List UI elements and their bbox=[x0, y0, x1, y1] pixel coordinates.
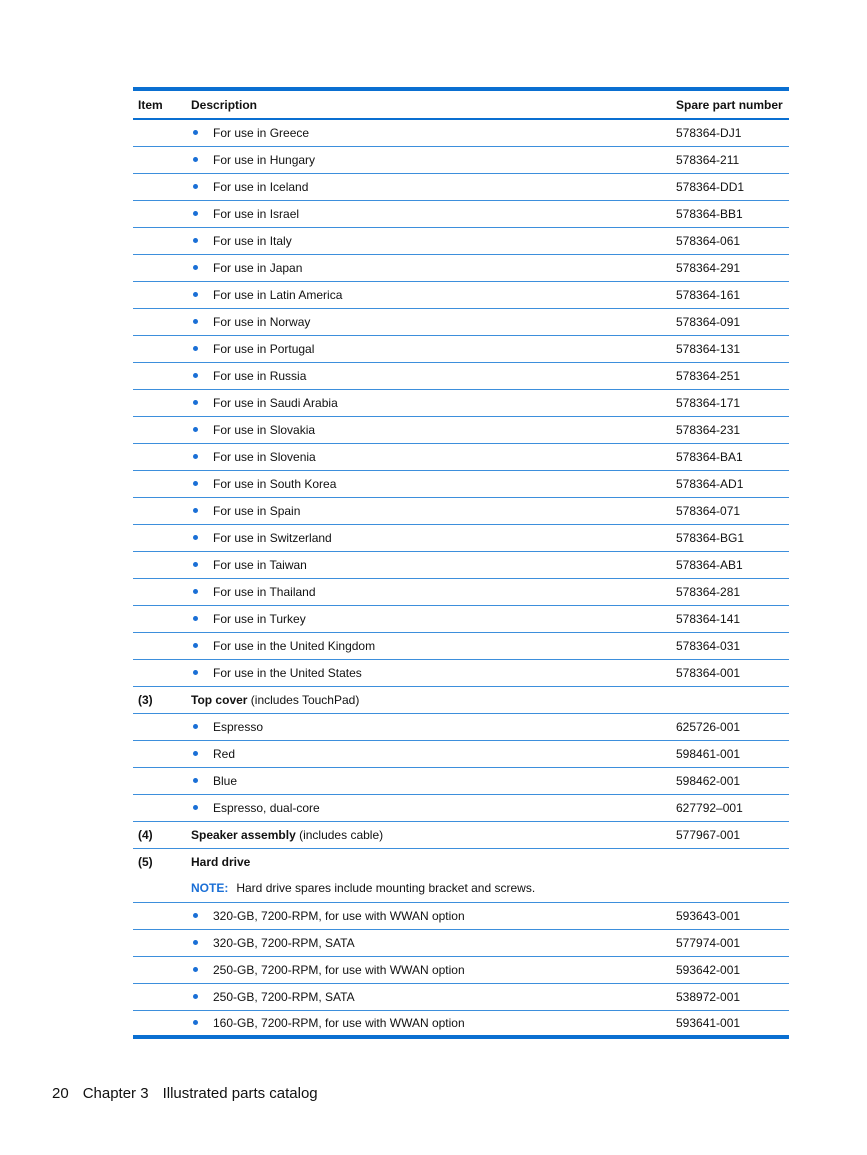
description-text: For use in Saudi Arabia bbox=[213, 395, 338, 410]
description-text: For use in Slovakia bbox=[213, 422, 316, 437]
spare-part-number bbox=[671, 686, 789, 713]
description-text: For use in South Korea bbox=[213, 476, 337, 491]
header-row bbox=[133, 89, 789, 119]
bullet-item bbox=[191, 801, 320, 815]
table-row bbox=[133, 470, 789, 497]
bullet-icon bbox=[193, 1020, 198, 1025]
table-row bbox=[133, 956, 789, 983]
bullet-icon bbox=[193, 589, 198, 594]
table-row bbox=[133, 551, 789, 578]
bullet-icon bbox=[193, 508, 198, 513]
spare-part-number: 578364-161 bbox=[671, 281, 789, 308]
description-cell bbox=[186, 551, 671, 578]
bullet-icon bbox=[193, 265, 198, 270]
description-cell bbox=[186, 983, 671, 1010]
component-name: Hard drive bbox=[191, 854, 251, 869]
description-cell bbox=[186, 713, 671, 740]
spare-part-number: 578364-001 bbox=[671, 659, 789, 686]
item-cell bbox=[133, 524, 186, 551]
bullet-item bbox=[191, 369, 306, 383]
bullet-item bbox=[191, 1016, 465, 1030]
item-cell bbox=[133, 227, 186, 254]
spare-part-number: 593641-001 bbox=[671, 1010, 789, 1037]
description-cell bbox=[186, 119, 671, 146]
spare-parts-table bbox=[133, 87, 789, 1039]
table-row bbox=[133, 173, 789, 200]
spare-part-number: 578364-031 bbox=[671, 632, 789, 659]
item-cell bbox=[133, 659, 186, 686]
table-row bbox=[133, 1010, 789, 1037]
bullet-item bbox=[191, 126, 309, 140]
page-footer bbox=[52, 1085, 332, 1102]
bullet-item bbox=[191, 315, 310, 329]
bullet-item bbox=[191, 477, 336, 491]
description-text: 250-GB, 7200-RPM, for use with WWAN option bbox=[213, 962, 465, 977]
spare-part-number: 578364-BB1 bbox=[671, 200, 789, 227]
description-text: For use in Italy bbox=[213, 233, 292, 248]
item-cell bbox=[133, 956, 186, 983]
description-text: For use in Greece bbox=[213, 125, 310, 140]
description-cell bbox=[186, 740, 671, 767]
bullet-item bbox=[191, 963, 465, 977]
spare-part-number: 578364-291 bbox=[671, 254, 789, 281]
table-body bbox=[133, 119, 789, 1037]
table-row bbox=[133, 848, 789, 875]
note-label: NOTE: bbox=[191, 881, 229, 896]
item-cell bbox=[133, 173, 186, 200]
bullet-item bbox=[191, 585, 316, 599]
item-cell bbox=[133, 200, 186, 227]
bullet-icon bbox=[193, 940, 198, 945]
bullet-item bbox=[191, 180, 308, 194]
item-cell bbox=[133, 713, 186, 740]
bullet-icon bbox=[193, 130, 198, 135]
description-text: For use in the United States bbox=[213, 665, 362, 680]
item-cell bbox=[133, 578, 186, 605]
spare-part-number: 578364-DD1 bbox=[671, 173, 789, 200]
description-cell bbox=[186, 686, 671, 713]
bullet-icon bbox=[193, 427, 198, 432]
spare-part-number: 578364-AB1 bbox=[671, 551, 789, 578]
description-cell bbox=[186, 443, 671, 470]
table-row bbox=[133, 227, 789, 254]
bullet-icon bbox=[193, 157, 198, 162]
bullet-item bbox=[191, 990, 355, 1004]
item-cell bbox=[133, 929, 186, 956]
description-text: For use in Hungary bbox=[213, 152, 316, 167]
item-cell bbox=[133, 875, 186, 902]
description-text: For use in Slovenia bbox=[213, 449, 316, 464]
description-text: For use in Turkey bbox=[213, 611, 306, 626]
bullet-item bbox=[191, 234, 292, 248]
item-cell bbox=[133, 794, 186, 821]
bullet-icon bbox=[193, 913, 198, 918]
description-text: For use in Latin America bbox=[213, 287, 343, 302]
item-cell bbox=[133, 605, 186, 632]
bullet-item bbox=[191, 261, 302, 275]
item-cell bbox=[133, 983, 186, 1010]
spare-part-number: 578364-171 bbox=[671, 389, 789, 416]
component-name: Speaker assembly bbox=[191, 827, 296, 842]
bullet-item bbox=[191, 504, 300, 518]
table-row bbox=[133, 497, 789, 524]
description-cell bbox=[186, 902, 671, 929]
spare-part-number: 578364-BG1 bbox=[671, 524, 789, 551]
item-cell bbox=[133, 767, 186, 794]
description-cell bbox=[186, 362, 671, 389]
item-number: (4) bbox=[133, 821, 186, 848]
bullet-icon bbox=[193, 616, 198, 621]
bullet-item bbox=[191, 720, 263, 734]
bullet-item bbox=[191, 396, 338, 410]
description-cell bbox=[186, 389, 671, 416]
spare-part-number: 578364-231 bbox=[671, 416, 789, 443]
description-cell bbox=[186, 416, 671, 443]
bullet-icon bbox=[193, 454, 198, 459]
description-cell bbox=[186, 767, 671, 794]
table-row bbox=[133, 740, 789, 767]
table-row bbox=[133, 146, 789, 173]
bullet-item bbox=[191, 666, 362, 680]
bullet-icon bbox=[193, 562, 198, 567]
description-text: For use in Thailand bbox=[213, 584, 316, 599]
header-spare-part-number: Spare part number bbox=[671, 89, 789, 119]
note-text: Hard drive spares include mounting bracket and screws. bbox=[236, 881, 536, 896]
bullet-item bbox=[191, 909, 465, 923]
bullet-item bbox=[191, 558, 307, 572]
table-row bbox=[133, 362, 789, 389]
item-cell bbox=[133, 146, 186, 173]
bullet-item bbox=[191, 288, 342, 302]
bullet-item bbox=[191, 342, 314, 356]
table-row bbox=[133, 443, 789, 470]
description-text: For use in the United Kingdom bbox=[213, 638, 376, 653]
bullet-item bbox=[191, 207, 299, 221]
item-cell bbox=[133, 254, 186, 281]
bullet-icon bbox=[193, 724, 198, 729]
spare-part-number: 578364-091 bbox=[671, 308, 789, 335]
item-number: (3) bbox=[133, 686, 186, 713]
spare-part-number: 627792–001 bbox=[671, 794, 789, 821]
description-cell bbox=[186, 821, 671, 848]
page-number: 20 bbox=[52, 1085, 69, 1102]
table-row bbox=[133, 929, 789, 956]
description-cell bbox=[186, 605, 671, 632]
description-text: Red bbox=[213, 746, 236, 761]
spare-part-number: 538972-001 bbox=[671, 983, 789, 1010]
item-cell bbox=[133, 308, 186, 335]
table-row bbox=[133, 902, 789, 929]
spare-part-number: 625726-001 bbox=[671, 713, 789, 740]
table-row bbox=[133, 659, 789, 686]
bullet-icon bbox=[193, 238, 198, 243]
description-text: 160-GB, 7200-RPM, for use with WWAN option bbox=[213, 1015, 465, 1030]
description-cell bbox=[186, 470, 671, 497]
bullet-item bbox=[191, 450, 316, 464]
bullet-icon bbox=[193, 211, 198, 216]
item-cell bbox=[133, 470, 186, 497]
description-text: For use in Iceland bbox=[213, 179, 309, 194]
bullet-icon bbox=[193, 805, 198, 810]
description-text: For use in Switzerland bbox=[213, 530, 332, 545]
spare-part-number: 578364-071 bbox=[671, 497, 789, 524]
description-text: For use in Taiwan bbox=[213, 557, 307, 572]
description-text: Espresso bbox=[213, 719, 264, 734]
bullet-icon bbox=[193, 994, 198, 999]
description-text: For use in Spain bbox=[213, 503, 301, 518]
bullet-icon bbox=[193, 535, 198, 540]
item-cell bbox=[133, 740, 186, 767]
bullet-item bbox=[191, 531, 332, 545]
bullet-item bbox=[191, 639, 375, 653]
chapter-title: Illustrated parts catalog bbox=[162, 1085, 318, 1102]
table-row bbox=[133, 335, 789, 362]
table-row bbox=[133, 605, 789, 632]
item-cell bbox=[133, 389, 186, 416]
table-row bbox=[133, 389, 789, 416]
item-cell bbox=[133, 1010, 186, 1037]
description-text: 320-GB, 7200-RPM, SATA bbox=[213, 935, 355, 950]
description-text: Blue bbox=[213, 773, 238, 788]
description-cell bbox=[186, 335, 671, 362]
item-cell bbox=[133, 362, 186, 389]
description-text: Espresso, dual-core bbox=[213, 800, 320, 815]
component-detail: (includes cable) bbox=[295, 827, 384, 842]
bullet-item bbox=[191, 423, 315, 437]
spare-part-number: 578364-131 bbox=[671, 335, 789, 362]
description-cell bbox=[186, 146, 671, 173]
description-text: For use in Russia bbox=[213, 368, 307, 383]
table-row bbox=[133, 821, 789, 848]
bullet-icon bbox=[193, 751, 198, 756]
bullet-icon bbox=[193, 643, 198, 648]
item-cell bbox=[133, 497, 186, 524]
bullet-item bbox=[191, 774, 237, 788]
bullet-icon bbox=[193, 967, 198, 972]
item-cell bbox=[133, 902, 186, 929]
item-number: (5) bbox=[138, 854, 153, 869]
bullet-item bbox=[191, 747, 235, 761]
description-text: 250-GB, 7200-RPM, SATA bbox=[213, 989, 355, 1004]
table-row bbox=[133, 254, 789, 281]
table-row bbox=[133, 875, 789, 902]
spare-part-number: 598462-001 bbox=[671, 767, 789, 794]
spare-part-number: 578364-BA1 bbox=[671, 443, 789, 470]
spare-part-number: 578364-281 bbox=[671, 578, 789, 605]
table-row bbox=[133, 524, 789, 551]
description-cell bbox=[186, 578, 671, 605]
table-header bbox=[133, 89, 789, 119]
header-description: Description bbox=[186, 89, 671, 119]
description-cell bbox=[186, 497, 671, 524]
table-row bbox=[133, 200, 789, 227]
table-row bbox=[133, 416, 789, 443]
spare-part-number: 578364-DJ1 bbox=[671, 119, 789, 146]
item-cell bbox=[133, 632, 186, 659]
description-cell bbox=[186, 848, 671, 875]
bullet-item bbox=[191, 153, 315, 167]
item-cell bbox=[133, 443, 186, 470]
spare-part-number: 593642-001 bbox=[671, 956, 789, 983]
bullet-item bbox=[191, 936, 355, 950]
spare-part-number: 578364-141 bbox=[671, 605, 789, 632]
table-row bbox=[133, 713, 789, 740]
table-row bbox=[133, 578, 789, 605]
bullet-icon bbox=[193, 373, 198, 378]
bullet-icon bbox=[193, 778, 198, 783]
description-cell bbox=[186, 956, 671, 983]
description-cell bbox=[186, 173, 671, 200]
description-cell bbox=[186, 794, 671, 821]
description-text: For use in Norway bbox=[213, 314, 311, 329]
table-row bbox=[133, 119, 789, 146]
bullet-icon bbox=[193, 292, 198, 297]
bullet-icon bbox=[193, 184, 198, 189]
description-text: For use in Israel bbox=[213, 206, 300, 221]
item-cell bbox=[133, 335, 186, 362]
bullet-icon bbox=[193, 481, 198, 486]
bullet-icon bbox=[193, 400, 198, 405]
description-text: For use in Portugal bbox=[213, 341, 315, 356]
spare-part-number: 578364-061 bbox=[671, 227, 789, 254]
component-name: Top cover bbox=[191, 692, 248, 707]
item-cell bbox=[133, 119, 186, 146]
description-cell bbox=[186, 254, 671, 281]
spare-part-number: 578364-AD1 bbox=[671, 470, 789, 497]
bullet-icon bbox=[193, 346, 198, 351]
spare-part-number: 598461-001 bbox=[671, 740, 789, 767]
table-row bbox=[133, 308, 789, 335]
description-cell bbox=[186, 632, 671, 659]
item-cell bbox=[133, 416, 186, 443]
spare-part-number: 578364-251 bbox=[671, 362, 789, 389]
bullet-icon bbox=[193, 319, 198, 324]
item-cell bbox=[133, 551, 186, 578]
description-cell bbox=[186, 227, 671, 254]
description-cell bbox=[186, 524, 671, 551]
table-row bbox=[133, 686, 789, 713]
description-cell bbox=[186, 929, 671, 956]
note-cell bbox=[186, 875, 789, 902]
spare-part-number: 577974-001 bbox=[671, 929, 789, 956]
chapter-label: Chapter 3 bbox=[82, 1085, 149, 1102]
header-item: Item bbox=[133, 89, 186, 119]
spare-part-number bbox=[671, 848, 789, 875]
description-text: 320-GB, 7200-RPM, for use with WWAN option bbox=[213, 908, 465, 923]
description-cell bbox=[186, 1010, 671, 1037]
item-cell bbox=[133, 281, 186, 308]
table-row bbox=[133, 794, 789, 821]
description-cell bbox=[186, 281, 671, 308]
description-cell bbox=[186, 659, 671, 686]
table-row bbox=[133, 632, 789, 659]
description-cell bbox=[186, 200, 671, 227]
spare-part-number: 593643-001 bbox=[671, 902, 789, 929]
bullet-item bbox=[191, 612, 306, 626]
spare-part-number: 578364-211 bbox=[671, 146, 789, 173]
spare-part-number: 577967-001 bbox=[671, 821, 789, 848]
component-detail: (includes TouchPad) bbox=[247, 692, 360, 707]
table-row bbox=[133, 281, 789, 308]
description-text: For use in Japan bbox=[213, 260, 303, 275]
table-row bbox=[133, 767, 789, 794]
table-row bbox=[133, 983, 789, 1010]
description-cell bbox=[186, 308, 671, 335]
bullet-icon bbox=[193, 670, 198, 675]
